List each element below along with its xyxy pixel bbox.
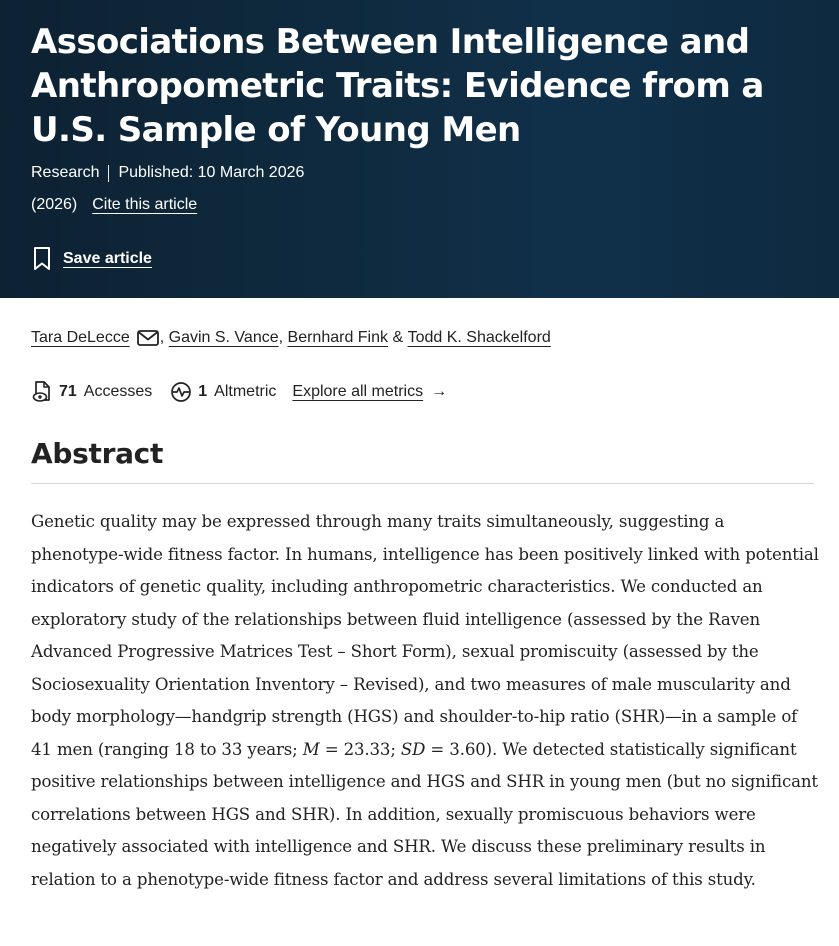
- article-header: [0, 0, 839, 298]
- abstract-text: [31, 506, 821, 896]
- abstract-heading: Abstract: [31, 437, 164, 470]
- abstract-text-part: = 3.60). We detected statistically significant positive relationships between intelligence and HGS and SHR in young men (but no significant correlations between HGS and SHR). In addition, sexually promiscuous behaviors were negatively associated with intelligence and SHR. We discuss these preliminary results in relation to a phenotype-wide fitness factor and address several limitations of this study.: [31, 739, 818, 889]
- mean-symbol: M: [302, 739, 320, 759]
- bookmark-icon: [31, 246, 53, 272]
- author-link[interactable]: Todd K. Shackelford: [407, 329, 551, 346]
- arrow-right-icon: →: [431, 383, 448, 400]
- author-separator: &: [392, 329, 404, 346]
- altmetric-label: Altmetric: [214, 383, 277, 400]
- altmetric-icon: [170, 380, 192, 404]
- meta-divider: [108, 165, 109, 182]
- cite-this-article-link[interactable]: Cite this article: [92, 196, 198, 213]
- article-citation-row: [31, 194, 197, 216]
- accesses-label: Accesses: [83, 383, 153, 400]
- mail-icon[interactable]: [137, 330, 159, 346]
- explore-all-metrics-link[interactable]: Explore all metrics: [292, 383, 424, 400]
- article-type: Research: [31, 164, 100, 181]
- author-link[interactable]: Tara DeLecce: [31, 329, 130, 346]
- abstract-divider: [31, 483, 814, 484]
- published-date: Published: 10 March 2026: [118, 164, 305, 181]
- author-link[interactable]: Bernhard Fink: [287, 329, 389, 346]
- save-article-button[interactable]: [31, 246, 152, 272]
- altmetric-count: 1: [198, 383, 208, 400]
- mean-value: = 23.33;: [319, 739, 401, 759]
- author-link[interactable]: Gavin S. Vance: [168, 329, 279, 346]
- article-title: Associations Between Intelligence and Anthropometric Traits: Evidence from a U.S. Sample of Young Men: [31, 22, 764, 150]
- abstract-text-part: Genetic quality may be expressed through many traits simultaneously, suggesting a phenotype-wide fitness factor. In humans, intelligence has been positively linked with potential indicators of genetic quality, including anthropometric characteristics. We conducted an exploratory study of the relationships between fluid intelligence (assessed by the Raven Advanced Progressive Matrices Test – Short Form), sexual promiscuity (assessed by the Sociosexuality Orientation Inventory – Revised), and two measures of male muscularity and body morphology—handgrip strength (HGS) and shoulder-to-hip ratio (SHR)—in a sample of 41 men (ranging 18 to 33 years;: [31, 512, 819, 759]
- author-separator: ,: [159, 329, 165, 346]
- article-year: (2026): [31, 196, 78, 213]
- article-metrics: [31, 380, 447, 404]
- author-separator: ,: [278, 329, 284, 346]
- author-list: [31, 327, 551, 349]
- sd-symbol: SD: [400, 739, 426, 759]
- save-article-label: Save article: [63, 250, 152, 267]
- accesses-count: 71: [59, 383, 77, 400]
- article-meta: [31, 162, 304, 184]
- accesses-icon: [31, 380, 53, 404]
